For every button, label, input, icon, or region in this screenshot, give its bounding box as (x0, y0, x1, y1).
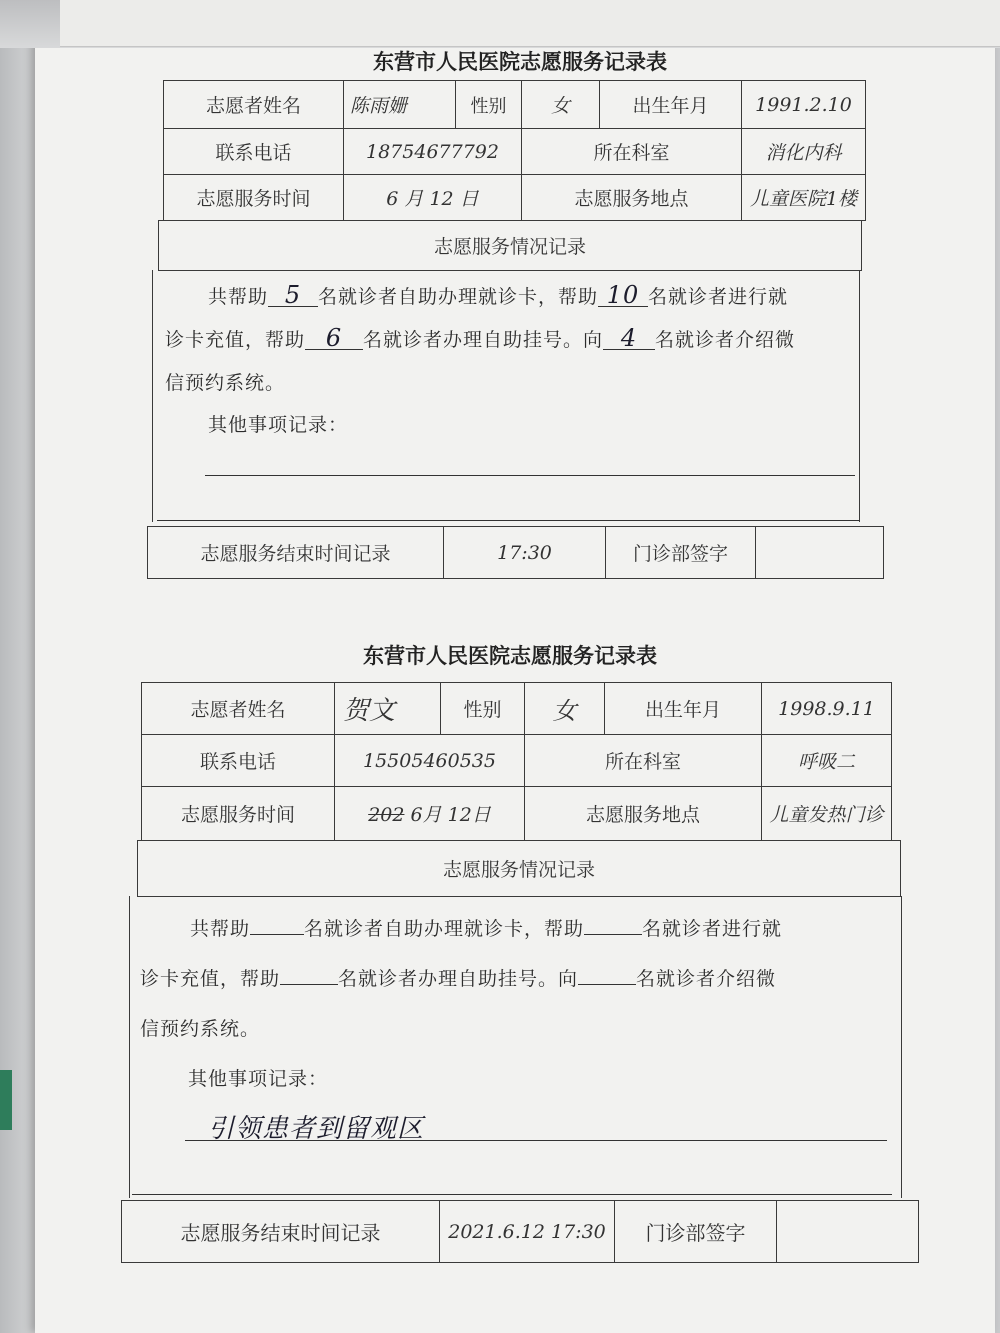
signature-value[interactable] (777, 1201, 919, 1263)
gender-value[interactable]: 女 (525, 683, 605, 735)
struck-text: 202 (368, 804, 405, 826)
count-wechat[interactable] (578, 984, 636, 985)
service-time-text: 6月 12日 (410, 804, 491, 826)
section-header: 志愿服务情况记录 (138, 841, 901, 897)
record-line-2: 诊卡充值，帮助 6 名就诊者办理自助挂号。向 4 名就诊者介绍微 (165, 324, 796, 352)
phone-value[interactable]: 15505460535 (335, 735, 525, 787)
count-registration[interactable] (280, 984, 338, 985)
service-time-value[interactable] (335, 787, 525, 841)
record-line-3: 信预约系统。 (140, 1018, 261, 1040)
name-value[interactable]: 贺文 (335, 683, 441, 735)
dept-label: 所在科室 (525, 735, 762, 787)
count-wechat[interactable]: 4 (603, 327, 655, 350)
dept-value[interactable]: 呼吸二 (762, 735, 892, 787)
name-label: 志愿者姓名 (164, 81, 344, 129)
end-time-table (121, 1200, 919, 1263)
service-time-value[interactable]: 6 月 12 日 (344, 175, 522, 221)
other-notes-label: 其他事项记录： (188, 1068, 329, 1090)
service-record (129, 896, 902, 1198)
gender-label: 性别 (441, 683, 525, 735)
service-time-label: 志愿服务时间 (164, 175, 344, 221)
record-line-2: 诊卡充值，帮助 名就诊者办理自助挂号。向 名就诊者介绍微 (140, 968, 777, 990)
service-place-label: 志愿服务地点 (525, 787, 762, 841)
phone-label: 联系电话 (164, 129, 344, 175)
gender-value[interactable]: 女 (522, 81, 600, 129)
form-title: 东营市人民医院志愿服务记录表 (373, 50, 667, 74)
section-header: 志愿服务情况记录 (159, 221, 862, 271)
gender-label: 性别 (456, 81, 522, 129)
service-time-label: 志愿服务时间 (142, 787, 335, 841)
count-recharge[interactable]: 10 (598, 284, 648, 307)
other-notes-label: 其他事项记录： (208, 414, 349, 436)
notes-underline-2 (132, 1194, 892, 1195)
other-notes-value[interactable]: 引领患者到留观区 (208, 1114, 425, 1144)
birth-label: 出生年月 (605, 683, 762, 735)
end-time-label: 志愿服务结束时间记录 (148, 527, 444, 579)
section-header-table (137, 840, 901, 897)
birth-value[interactable]: 1998.9.11 (762, 683, 892, 735)
signature-label: 门诊部签字 (615, 1201, 777, 1263)
end-time-value[interactable]: 17:30 (444, 527, 606, 579)
service-place-value[interactable]: 儿童发热门诊 (762, 787, 892, 841)
birth-label: 出生年月 (600, 81, 742, 129)
count-recharge[interactable] (584, 934, 642, 935)
dept-label: 所在科室 (522, 129, 742, 175)
count-self-card[interactable]: 5 (268, 284, 318, 307)
end-time-value[interactable]: 2021.6.12 17:30 (440, 1201, 615, 1263)
service-place-label: 志愿服务地点 (522, 175, 742, 221)
notes-underline (185, 1140, 887, 1141)
count-registration[interactable]: 6 (305, 327, 363, 350)
form-title: 东营市人民医院志愿服务记录表 (363, 644, 657, 668)
record-line-3: 信预约系统。 (165, 372, 286, 394)
birth-value[interactable]: 1991.2.10 (742, 81, 866, 129)
service-place-value[interactable]: 儿童医院1楼 (742, 175, 866, 221)
signature-label: 门诊部签字 (606, 527, 756, 579)
name-value[interactable]: 陈雨姗 (344, 81, 456, 129)
phone-value[interactable]: 18754677792 (344, 129, 522, 175)
record-line-1: 共帮助 5 名就诊者自助办理就诊卡，帮助 10 名就诊者进行就 (208, 281, 789, 309)
dept-value[interactable]: 消化内科 (742, 129, 866, 175)
end-time-label: 志愿服务结束时间记录 (122, 1201, 440, 1263)
phone-label: 联系电话 (142, 735, 335, 787)
record-line-1: 共帮助 名就诊者自助办理就诊卡，帮助 名就诊者进行就 (190, 918, 783, 940)
info-table (141, 682, 892, 841)
name-label: 志愿者姓名 (142, 683, 335, 735)
count-self-card[interactable] (250, 934, 304, 935)
